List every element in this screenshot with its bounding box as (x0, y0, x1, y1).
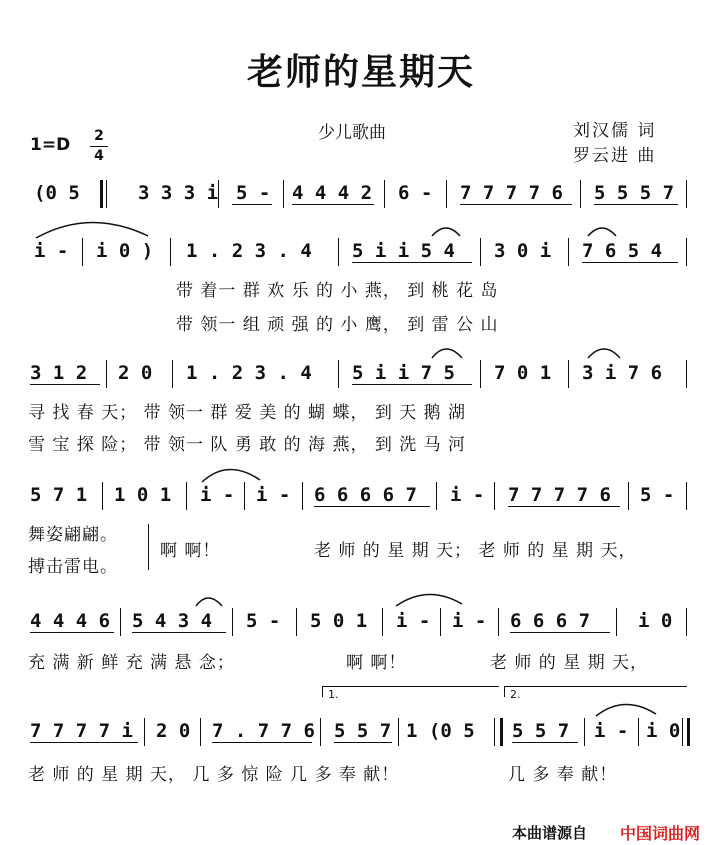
slur (432, 349, 462, 358)
measure-6-4: 5 5 7 (334, 720, 392, 742)
slur (36, 222, 148, 238)
lyric-refrain: 老 师 的 星 期 天； 老 师 的 星 期 天， (314, 541, 637, 561)
lyricist-credit: 刘汉儒 词 (573, 121, 657, 141)
song-title: 老师的星期天 (246, 52, 475, 93)
measure-6-6: 5 5 7 (512, 720, 570, 742)
lyric-verse-2-end: 搏击雷电。 (28, 557, 118, 577)
measure-6-5: 1 (0 5 (406, 720, 475, 742)
key-signature: 1=D (30, 135, 71, 155)
measure-1-3: 5 - (236, 182, 271, 204)
slur (588, 228, 616, 236)
measure-2-2: i 0 ) (96, 240, 154, 262)
measure-1-5: 6 - (398, 182, 433, 204)
measure-5-7: 6 6 6 7 (510, 610, 591, 632)
measure-3-4: 5 i i 7 5 (352, 362, 455, 384)
measure-4-6: i - (450, 484, 485, 506)
lyric-line: 充 满 新 鲜 充 满 悬 念； (28, 653, 235, 673)
measure-4-8: 5 - (640, 484, 675, 506)
measure-1-4: 4 4 4 2 (292, 182, 373, 204)
lyric-line: 老 师 的 星 期 天， 几 多 惊 险 几 多 奉 献！ (28, 765, 400, 785)
measure-4-1: 5 7 1 (30, 484, 88, 506)
lyric-verse-2: 雪 宝 探 险； 带 领一 队 勇 敢 的 海 燕， 到 洗 马 河 (28, 435, 467, 455)
slur (432, 228, 460, 236)
measure-2-5: 3 0 i (494, 240, 552, 262)
measure-6-3: 7 . 7 7 6 (212, 720, 315, 742)
measure-6-1: 7 7 7 7 i (30, 720, 133, 742)
site-brand[interactable]: 中国词曲网 (620, 824, 701, 843)
lyric-line-ending-2: 几 多 奉 献！ (508, 765, 618, 785)
measure-5-4: 5 0 1 (310, 610, 368, 632)
measure-3-5: 7 0 1 (494, 362, 552, 384)
lyric-refrain-aa: 啊 啊！ (160, 541, 221, 561)
measure-1-6: 7 7 7 7 6 (460, 182, 563, 204)
measure-4-7: 7 7 7 7 6 (508, 484, 611, 506)
measure-6-8: i 0 (646, 720, 681, 742)
measure-2-4: 5 i i 5 4 (352, 240, 455, 262)
measure-2-1: i - (34, 240, 69, 262)
measure-5-3: 5 - (246, 610, 281, 632)
measure-6-2: 2 0 (156, 720, 191, 742)
measure-4-5: 6 6 6 6 7 (314, 484, 417, 506)
measure-5-8: i 0 (638, 610, 673, 632)
measure-3-1: 3 1 2 (30, 362, 88, 384)
measure-2-6: 7 6 5 4 (582, 240, 663, 262)
measure-5-6: i - (452, 610, 487, 632)
measure-3-2: 2 0 (118, 362, 153, 384)
measure-3-3: 1 . 2 3 . 4 (186, 362, 312, 384)
measure-2-3: 1 . 2 3 . 4 (186, 240, 312, 262)
measure-5-5: i - (396, 610, 431, 632)
lyric-verse-1-end: 舞姿翩翩。 (28, 525, 118, 545)
lyric-verse-1: 寻 找 春 天； 带 领一 群 爱 美 的 蝴 蝶， 到 天 鹅 湖 (28, 403, 467, 423)
song-subtitle: 少儿歌曲 (318, 123, 386, 143)
slur (202, 469, 260, 482)
measure-5-2: 5 4 3 4 (132, 610, 213, 632)
measure-5-1: 4 4 4 6 (30, 610, 111, 632)
measure-4-2: 1 0 1 (114, 484, 172, 506)
time-signature-bottom: 4 (94, 148, 104, 164)
slur (588, 349, 620, 358)
measure-1-1: (0 5 (34, 182, 80, 204)
time-signature-top: 2 (94, 128, 104, 144)
slur (196, 598, 222, 606)
slur (596, 704, 656, 716)
volta-2-label: 2. (510, 688, 521, 701)
slur (396, 594, 462, 606)
lyric-aa: 啊 啊！ (346, 653, 407, 673)
composer-credit: 罗云进 曲 (573, 146, 657, 166)
lyric-refrain: 老 师 的 星 期 天， (490, 653, 649, 673)
measure-4-3: i - (200, 484, 235, 506)
volta-1-label: 1. (328, 688, 339, 701)
measure-1-2: 3 3 3 i (138, 182, 219, 204)
measure-4-4: i - (256, 484, 291, 506)
source-label: 本曲谱源自 (512, 824, 588, 842)
measure-3-6: 3 i 7 6 (582, 362, 663, 384)
measure-1-7: 5 5 5 7 (594, 182, 675, 204)
lyric-verse-2: 带 领一 组 顽 强 的 小 鹰， 到 雷 公 山 (176, 315, 499, 335)
measure-6-7: i - (594, 720, 629, 742)
lyric-verse-1: 带 着一 群 欢 乐 的 小 燕， 到 桃 花 岛 (176, 281, 499, 301)
